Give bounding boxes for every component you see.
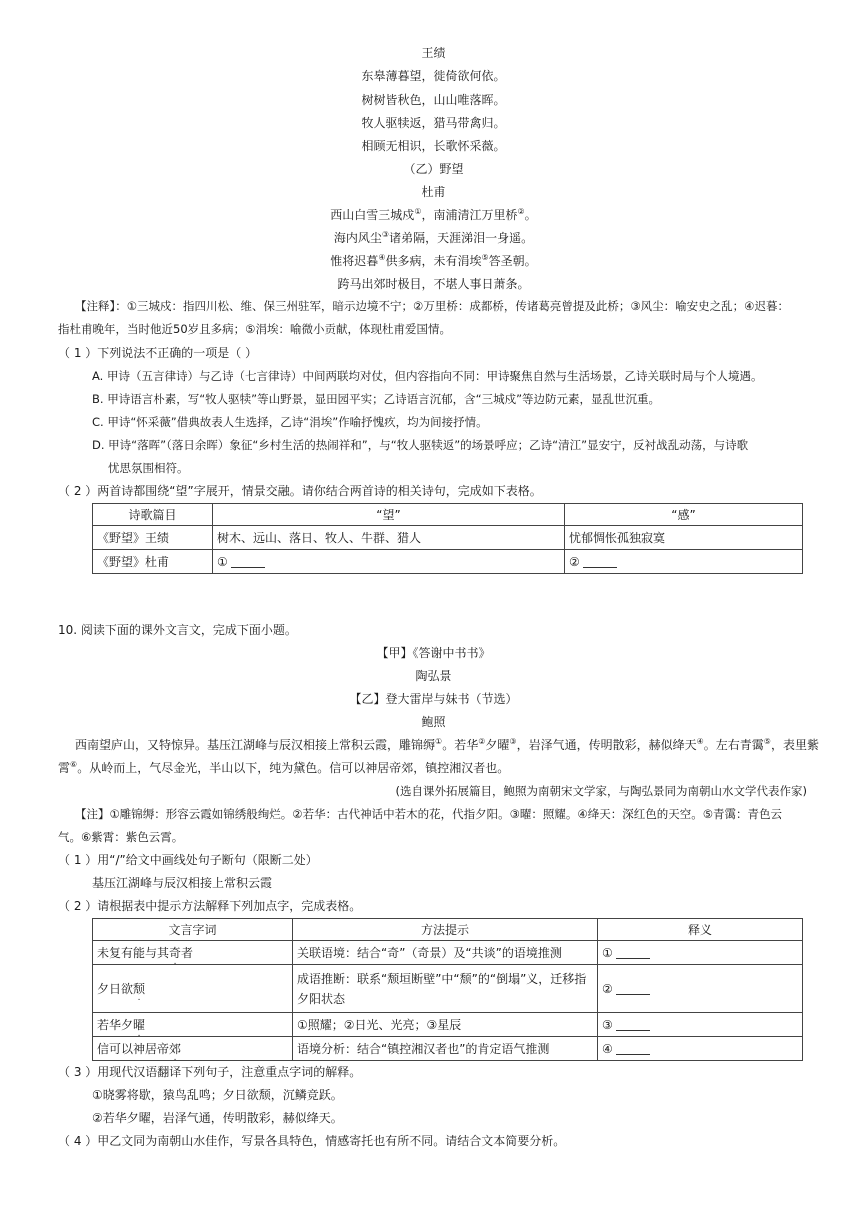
table-header: 方法提示: [293, 919, 598, 941]
q10-3-sentence: ②若华夕曜，岩泽气通，传明散彩，赫似绛天。: [92, 1111, 343, 1125]
word-table: [92, 918, 803, 1061]
passage-notes: 气。⑥紫霄：紫色云霄。: [58, 830, 184, 844]
poem-a-author: 王绩: [421, 46, 446, 60]
q10-3-sentence: ①晓雾将歇，猿鸟乱鸣；夕日欲颓，沉鳞竞跃。: [92, 1088, 343, 1102]
table-header: 文言字词: [93, 919, 293, 941]
table-row: 未复有能与其奇者 关联语境：结合“奇”（奇景）及“共谈”的语境推测 ①: [93, 941, 803, 965]
option-b: B. 甲诗语言朴素，写“牧人驱犊”等山野景，显田园平实；乙诗语言沉郁，含“三城戍”等边防元素，显乱世沉重。: [92, 392, 661, 406]
poem-a-line: 相顾无相识，长歌怀采薇。: [361, 139, 506, 153]
table-row: 若华夕曜 ①照耀；②日光、光亮；③星辰 ③: [93, 1013, 803, 1037]
poem-b-line: 海内风尘③诸弟隔，天涯涕泪一身遥。: [333, 230, 534, 245]
passage-line: 霄⑥。从岭而上，气尽金光，半山以下，纯为黛色。信可以神居帝郊，镇控湘汉者也。: [58, 760, 510, 775]
poem-a-line: 牧人驱犊返，猎马带禽归。: [361, 116, 506, 130]
q9-2-stem: （ 2 ）两首诗都围绕“望”字展开，情景交融。请你结合两首诗的相关诗句，完成如下表格。: [58, 484, 542, 498]
table-header: 释义: [598, 919, 803, 941]
poem-a-line: 树树皆秋色，山山唯落晖。: [361, 93, 506, 107]
option-d-cont: 忧思氛围相符。: [108, 461, 189, 475]
table-header: “感”: [565, 504, 803, 526]
answer-blank[interactable]: ②: [565, 550, 803, 574]
answer-blank[interactable]: ③: [598, 1013, 803, 1037]
poem-table: [92, 503, 803, 574]
table-header: 诗歌篇目: [93, 504, 213, 526]
q10-1-stem: （ 1 ）用“/”给文中画线处句子断句（限断二处）: [58, 853, 318, 867]
answer-blank[interactable]: ②: [598, 965, 803, 1013]
q10-2-stem: （ 2 ）请根据表中提示方法解释下列加点字，完成表格。: [58, 899, 362, 913]
text-a-title: 【甲】《答谢中书书》: [376, 646, 491, 660]
option-a: A. 甲诗（五言律诗）与乙诗（七言律诗）中间两联均对仗，但内容指向不同：甲诗聚焦自然与生活场景，乙诗关联时局与个人境遇。: [92, 369, 763, 383]
text-a-author: 陶弘景: [415, 669, 452, 683]
q10-3-stem: （ 3 ）用现代汉语翻译下列句子，注意重点字词的解释。: [58, 1065, 362, 1079]
table-row: 《野望》王绩 树木、远山、落日、牧人、牛群、猎人 忧郁惆怅孤独寂寞: [93, 526, 803, 550]
q9-1-stem: （ 1 ）下列说法不正确的一项是（ ）: [58, 346, 258, 360]
poem-notes: 指杜甫晚年，当时他近50岁且多病；⑤涓埃：喻微小贡献，体现杜甫爱国情。: [58, 322, 451, 336]
poem-b-line: 惟将迟暮④供多病，未有涓埃⑤答圣朝。: [330, 253, 537, 268]
option-d: D. 甲诗“落晖”（落日余晖）象征“乡村生活的热闹祥和”，与“牧人驱犊返”的场景呼应；乙诗“清江”显安宁，反衬战乱动荡，与诗歌: [92, 438, 749, 452]
poem-a-line: 东皋薄暮望，徙倚欲何依。: [361, 69, 506, 83]
table-row: 《野望》杜甫 ① ②: [93, 550, 803, 574]
text-b-author: 鲍照: [421, 715, 446, 729]
poem-b-line: 西山白雪三城戍①，南浦清江万里桥②。: [330, 207, 537, 222]
table-header: “望”: [213, 504, 565, 526]
answer-blank[interactable]: ①: [213, 550, 565, 574]
passage-notes: 【注】①雕锦缛：形容云霞如锦绣般绚烂。②若华：古代神话中若木的花，代指夕阳。③曜：照耀。④绛天：深红色的天空。⑤青霭：青色云: [75, 807, 783, 821]
answer-blank[interactable]: ①: [598, 941, 803, 965]
q10-intro: 10. 阅读下面的课外文言文，完成下面小题。: [58, 623, 297, 637]
poem-b-line: 跨马出郊时极目，不堪人事日萧条。: [337, 277, 530, 291]
poem-b-title: （乙）野望: [403, 162, 464, 176]
text-b-title: 【乙】登大雷岸与妹书（节选）: [349, 692, 518, 706]
table-row: 信可以神居帝郊 语境分析：结合“镇控湘汉者也”的肯定语气推测 ④: [93, 1037, 803, 1061]
poem-b-author: 杜甫: [421, 185, 446, 199]
table-row: 夕日欲颓 成语推断：联系“颓垣断壁”中“颓”的“倒塌”义，迁移指夕阳状态 ②: [93, 965, 803, 1013]
q10-1-sentence: 基压江湖峰与辰汉相接上常积云霞: [92, 876, 273, 890]
q10-4-stem: （ 4 ）甲乙文同为南朝山水佳作，写景各具特色，情感寄托也有所不同。请结合文本简要分析。: [58, 1134, 566, 1148]
passage-source: (选自课外拓展篇目，鲍照为南朝宋文学家，与陶弘景同为南朝山水文学代表作家): [395, 784, 807, 798]
poem-notes: 【注释】：①三城戍：指四川松、维、保三州驻军，暗示边境不宁；②万里桥：成都桥，传诸葛亮曾提及此桥；③风尘：喻安史之乱；④迟暮：: [75, 299, 789, 313]
passage-line: 西南望庐山，又特惊异。基压江湖峰与辰汉相接上常积云霞，雕锦缛①。若华②夕曜③，岩泽气通，传明散彩，赫似绛天④。左右青霭⑤，表里紫: [75, 737, 819, 752]
option-c: C. 甲诗“怀采薇”借典故表人生选择，乙诗“涓埃”作喻抒愧疚，均为间接抒情。: [92, 415, 488, 429]
answer-blank[interactable]: ④: [598, 1037, 803, 1061]
